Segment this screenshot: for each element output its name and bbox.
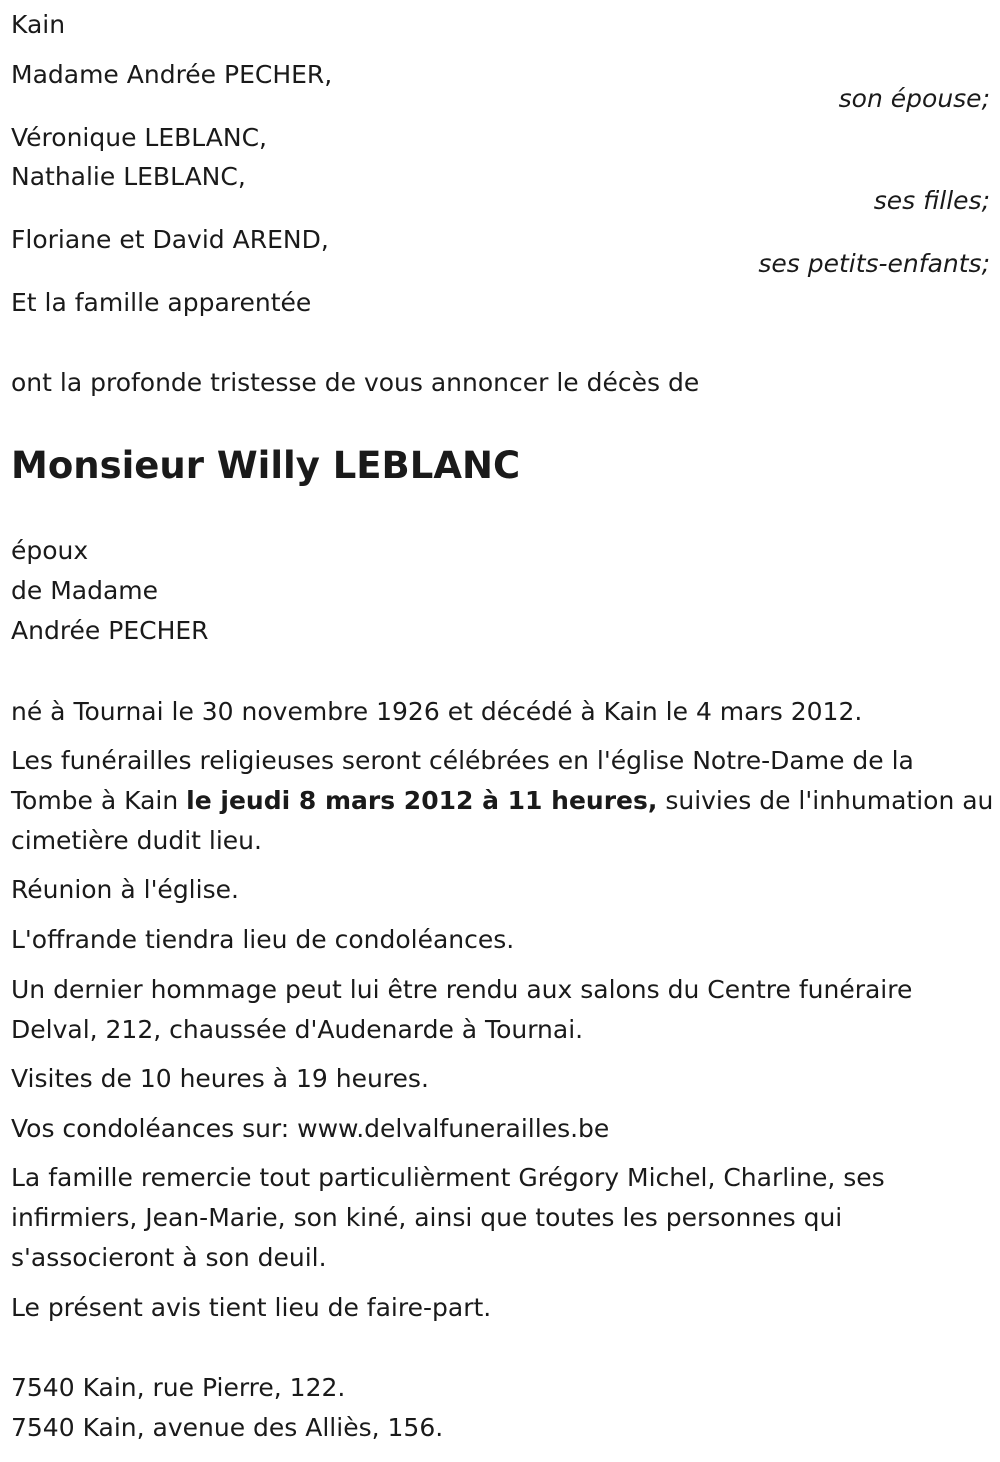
notice: Le présent avis tient lieu de faire-part. [11, 1293, 492, 1322]
funeral-location: Tombe à Kain [11, 786, 187, 815]
spouse-line-1: époux [11, 536, 89, 565]
spouse-line-3: Andrée PECHER [11, 616, 209, 645]
thanks-line-2: infirmiers, Jean-Marie, son kiné, ainsi que toutes les personnes qui [11, 1203, 843, 1232]
meeting: Réunion à l'église. [11, 875, 239, 904]
offering: L'offrande tiendra lieu de condoléances. [11, 925, 515, 954]
announcement: ont la profonde tristesse de vous annoncer le décès de [11, 368, 700, 397]
extended-family: Et la famille apparentée [11, 288, 312, 317]
funeral-line-2 [11, 786, 993, 816]
location-header: Kain [11, 10, 66, 39]
spouse-line-2: de Madame [11, 576, 159, 605]
family-relation-spouse: son épouse; [838, 84, 990, 113]
tribute-line-2: Delval, 212, chaussée d'Audenarde à Tournai. [11, 1015, 584, 1044]
tribute-line-1: Un dernier hommage peut lui être rendu aux salons du Centre funéraire [11, 975, 913, 1004]
deceased-name: Monsieur Willy LEBLANC [11, 444, 521, 487]
address-1: 7540 Kain, rue Pierre, 122. [11, 1373, 346, 1402]
funeral-burial: suivies de l'inhumation au [657, 786, 994, 815]
birth-death: né à Tournai le 30 novembre 1926 et décédé à Kain le 4 mars 2012. [11, 697, 863, 726]
address-2: 7540 Kain, avenue des Alliès, 156. [11, 1413, 444, 1442]
visits: Visites de 10 heures à 19 heures. [11, 1064, 429, 1093]
family-relation-daughters: ses filles; [873, 186, 990, 215]
funeral-datetime: le jeudi 8 mars 2012 à 11 heures, [186, 786, 658, 815]
family-relation-grandchildren: ses petits-enfants; [758, 249, 990, 278]
family-name-daughter-2: Nathalie LEBLANC, [11, 162, 246, 191]
condolences: Vos condoléances sur: www.delvalfunerailles.be [11, 1114, 610, 1143]
funeral-line-3: cimetière dudit lieu. [11, 826, 262, 855]
thanks-line-1: La famille remercie tout particulièrment Grégory Michel, Charline, ses [11, 1163, 885, 1192]
family-name-daughter-1: Véronique LEBLANC, [11, 123, 267, 152]
funeral-line-1: Les funérailles religieuses seront célébrées en l'église Notre-Dame de la [11, 746, 914, 775]
thanks-line-3: s'associeront à son deuil. [11, 1243, 327, 1272]
family-name-grandchildren: Floriane et David AREND, [11, 225, 329, 254]
family-name-spouse: Madame Andrée PECHER, [11, 60, 333, 89]
